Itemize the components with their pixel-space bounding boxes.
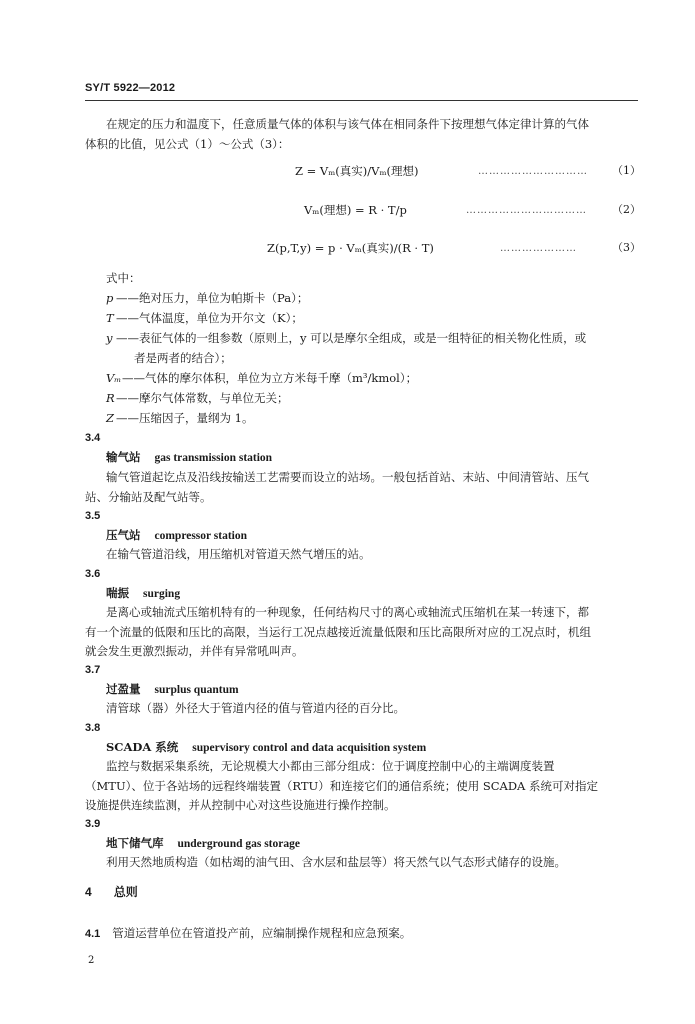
formula-2-number: （2） xyxy=(612,203,641,216)
clause-number: 4.1 xyxy=(85,928,101,940)
section-text-line: 清管球（器）外径大于管道内径的值与管道内径的百分比。 xyxy=(106,701,405,715)
page-number: 2 xyxy=(88,955,95,966)
def-symbol-z: Z xyxy=(106,411,114,425)
formula-2-dots: …………………………… xyxy=(466,205,587,216)
def-symbol-r: R xyxy=(106,391,115,405)
def-text-r: ——摩尔气体常数，与单位无关； xyxy=(116,391,289,405)
term-cn: 地下储气库 xyxy=(106,836,164,850)
header-rule xyxy=(85,100,638,101)
term-en: supervisory control and data acquisition system xyxy=(192,742,427,754)
formula-3-number: （3） xyxy=(612,241,641,254)
intro-line-1: 在规定的压力和温度下，任意质量气体的体积与该气体在相同条件下按理想气体定律计算的气体 xyxy=(106,117,589,131)
formula-3: Z(p,T,y) = p · Vₘ(真实)/(R · T) xyxy=(267,241,434,255)
def-text-p: ——绝对压力，单位为帕斯卡（Pa）； xyxy=(116,291,309,305)
section-text-line: 就会发生更激烈振动，并伴有异常吼叫声。 xyxy=(85,644,304,658)
formula-1-dots: ………………………… xyxy=(478,166,588,177)
section-text-line: （MTU）、位于各站场的远程终端装置（RTU）和连接它们的通信系统；使用 SCADA 系统可对指定 xyxy=(85,779,599,793)
where-label: 式中： xyxy=(106,271,141,285)
formula-1-number: （1） xyxy=(612,164,641,177)
section-number: 3.6 xyxy=(85,568,101,580)
section-text-line: 是离心或轴流式压缩机特有的一种现象，任何结构尺寸的离心或轴流式压缩机在某一转速下，都 xyxy=(106,605,589,619)
section-term xyxy=(106,449,272,466)
chapter-number: 4 xyxy=(85,885,92,899)
def-symbol-vm: Vₘ xyxy=(106,371,122,385)
term-en: gas transmission station xyxy=(154,452,273,464)
chapter-title: 总则 xyxy=(113,885,138,899)
term-cn: 过盈量 xyxy=(106,682,141,696)
term-en: surging xyxy=(143,588,181,600)
clause-text: 管道运营单位在管道投产前，应编制操作规程和应急预案。 xyxy=(112,926,412,940)
def-text-y: ——表征气体的一组参数（原则上，y 可以是摩尔全组成，或是一组特征的相关物化性质，或 xyxy=(116,331,587,345)
section-text-line: 有一个流量的低限和压比的高限，当运行工况点越接近流量低限和压比高限所对应的工况点时，机组 xyxy=(85,625,591,639)
section-number: 3.4 xyxy=(85,432,101,444)
term-cn: 压气站 xyxy=(106,528,141,542)
def-text-y-cont: 者是两者的结合）； xyxy=(134,351,232,365)
def-symbol-p: p xyxy=(106,291,114,305)
section-term xyxy=(106,585,180,602)
term-cn: 喘振 xyxy=(106,586,129,600)
formula-3-dots: ………………… xyxy=(500,243,577,254)
chapter-heading xyxy=(85,884,138,900)
formula-2: Vₘ(理想) = R · T/p xyxy=(304,203,407,217)
def-text-t: ——气体温度，单位为开尔文（K）； xyxy=(116,311,303,325)
def-symbol-y: y xyxy=(106,331,113,345)
term-en: underground gas storage xyxy=(177,838,300,850)
section-term xyxy=(106,835,300,852)
term-en: compressor station xyxy=(154,530,248,542)
standard-id: SY/T 5922—2012 xyxy=(85,82,176,94)
section-number: 3.5 xyxy=(85,510,101,522)
def-text-z: ——压缩因子，量纲为 1。 xyxy=(116,411,254,425)
section-text-line: 设施提供连续监测，并从控制中心对这些设施进行操作控制。 xyxy=(85,798,396,812)
section-text-line: 在输气管道沿线，用压缩机对管道天然气增压的站。 xyxy=(106,547,371,561)
section-text-line: 输气管道起讫点及沿线按输送工艺需要而设立的站场。一般包括首站、末站、中间清管站、压气 xyxy=(106,470,589,484)
section-number: 3.9 xyxy=(85,818,101,830)
section-term xyxy=(106,681,239,698)
intro-line-2: 体积的比值，见公式（1）～公式（3）： xyxy=(85,137,290,151)
def-symbol-t: T xyxy=(106,311,114,325)
term-en: surplus quantum xyxy=(154,684,239,696)
section-term xyxy=(106,739,426,756)
section-term xyxy=(106,527,247,544)
formula-1: Z = Vₘ(真实)/Vₘ(理想) xyxy=(295,164,419,178)
clause xyxy=(85,925,411,942)
def-text-vm: ——气体的摩尔体积，单位为立方米每千摩（m³/kmol）； xyxy=(122,371,418,385)
section-text-line: 监控与数据采集系统，无论规模大小都由三部分组成：位于调度控制中心的主端调度装置 xyxy=(106,759,555,773)
section-text-line: 利用天然地质构造（如枯竭的油气田、含水层和盐层等）将天然气以气态形式储存的设施。 xyxy=(106,855,566,869)
section-text-line: 站、分输站及配气站等。 xyxy=(85,490,212,504)
section-number: 3.7 xyxy=(85,664,101,676)
term-cn: 输气站 xyxy=(106,450,141,464)
section-number: 3.8 xyxy=(85,722,101,734)
term-cn: SCADA 系统 xyxy=(106,740,179,754)
